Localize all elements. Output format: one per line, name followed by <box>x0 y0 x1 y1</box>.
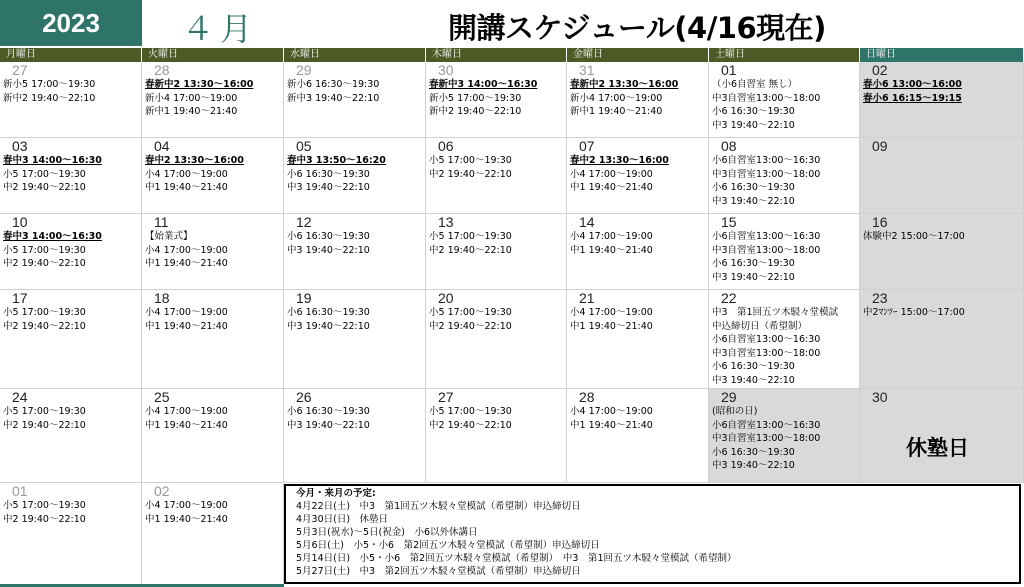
class-schedule-line: 中3 19:40〜22:10 <box>712 119 795 131</box>
class-schedule-line: 新中2 19:40〜22:10 <box>3 92 96 104</box>
class-schedule-line: 中1 19:40〜21:40 <box>570 244 653 256</box>
day-number: 16 <box>872 214 888 230</box>
calendar-day-cell <box>284 290 426 389</box>
calendar-day-cell <box>0 483 142 587</box>
calendar-day-cell <box>567 290 709 389</box>
calendar-day-cell <box>567 138 709 214</box>
day-number: 27 <box>438 389 454 405</box>
class-schedule-line: 小6 16:30〜19:30 <box>712 258 795 269</box>
day-number: 25 <box>154 389 170 405</box>
class-schedule-line: 中2 19:40〜22:10 <box>3 513 86 525</box>
calendar-day-cell <box>142 214 284 290</box>
class-schedule-line: 中3 19:40〜22:10 <box>712 195 795 207</box>
day-number: 02 <box>154 483 170 499</box>
class-schedule-line: 新中1 19:40〜21:40 <box>145 106 238 117</box>
day-number: 14 <box>579 214 595 230</box>
day-number: 13 <box>438 214 454 230</box>
class-schedule-line: 中2 19:40〜22:10 <box>3 320 86 332</box>
day-number: 28 <box>154 62 170 78</box>
weekday-header: 木曜日 <box>426 48 566 62</box>
class-schedule-line: 中3 19:40〜22:10 <box>712 374 795 386</box>
class-schedule-line: 小5 17:00〜19:30 <box>429 406 512 417</box>
calendar-day-cell <box>426 62 567 138</box>
day-number: 04 <box>154 138 170 154</box>
calendar-day-cell <box>567 62 709 138</box>
calendar-day-cell <box>709 389 860 483</box>
day-number: 29 <box>721 389 737 405</box>
class-schedule-line: 新小4 17:00〜19:00 <box>570 92 663 104</box>
calendar-day-cell <box>0 214 142 290</box>
class-schedule-line: 小6自習室13:00〜16:30 <box>712 231 821 242</box>
class-schedule-line: 中1 19:40〜21:40 <box>145 258 228 269</box>
class-schedule-line: 中2 19:40〜22:10 <box>429 168 512 180</box>
notice-title: 今月・来月の予定: <box>296 488 376 499</box>
calendar-day-cell <box>426 290 567 389</box>
day-number: 21 <box>579 290 595 306</box>
calendar-day-cell <box>142 290 284 389</box>
day-number: 06 <box>438 138 454 154</box>
class-schedule-line: 中2 19:40〜22:10 <box>429 419 512 431</box>
class-schedule-line: 新中2 19:40〜22:10 <box>429 106 522 117</box>
class-schedule-line: 新中3 19:40〜22:10 <box>287 92 380 104</box>
class-schedule-line: 小4 17:00〜19:00 <box>570 307 653 318</box>
notice-line: 5月27日(土) 中3 第2回五ツ木駸々堂模試（希望制）申込締切日 <box>296 566 581 577</box>
class-schedule-line: 小5 17:00〜19:30 <box>429 231 512 242</box>
class-schedule-line: 小4 17:00〜19:00 <box>570 231 653 242</box>
class-schedule-line: 中1 19:40〜21:40 <box>145 513 228 525</box>
class-schedule-line: 小6 16:30〜19:30 <box>287 307 370 318</box>
class-schedule-line: 小6 16:30〜19:30 <box>712 182 795 193</box>
calendar-day-cell <box>0 138 142 214</box>
notice-line: 4月30日(日) 休塾日 <box>296 514 389 525</box>
notice-line: 5月14日(日) 小5・小6 第2回五ツ木駸々堂模試（希望制） 中3 第1回五ツ木駸々堂模試（希望制） <box>296 553 737 564</box>
class-schedule-line: 体験中2 15:00〜17:00 <box>863 231 965 242</box>
class-schedule-line: 中3 19:40〜22:10 <box>287 244 370 256</box>
class-schedule-line: 春中3 14:00〜16:30 <box>3 155 102 166</box>
calendar-day-cell <box>426 214 567 290</box>
class-schedule-line: 中2 19:40〜22:10 <box>429 320 512 332</box>
day-number: 26 <box>296 389 312 405</box>
calendar-day-cell <box>860 290 1024 389</box>
class-schedule-line: 新中1 19:40〜21:40 <box>570 106 663 117</box>
class-schedule-line: 新小5 17:00〜19:30 <box>429 92 522 104</box>
class-schedule-line: 新小5 17:00〜19:30 <box>3 79 96 90</box>
class-schedule-line: 中3自習室13:00〜18:00 <box>712 244 821 256</box>
class-schedule-line: 春中3 13:50〜16:20 <box>287 155 386 166</box>
class-schedule-line: 小5 17:00〜19:30 <box>3 307 86 318</box>
day-number: 09 <box>872 138 888 154</box>
class-schedule-line: 中1 19:40〜21:40 <box>145 182 228 193</box>
class-schedule-line: 小6 16:30〜19:30 <box>712 106 795 117</box>
day-number: 01 <box>12 483 28 499</box>
day-number: 28 <box>579 389 595 405</box>
calendar-day-cell <box>709 290 860 389</box>
calendar-day-cell <box>142 138 284 214</box>
day-number: 30 <box>872 389 888 405</box>
weekday-header: 火曜日 <box>142 48 283 62</box>
day-number: 12 <box>296 214 312 230</box>
day-number: 07 <box>579 138 595 154</box>
day-number: 30 <box>438 62 454 78</box>
class-schedule-line: 小4 17:00〜19:00 <box>570 406 653 417</box>
calendar-day-cell <box>0 389 142 483</box>
weekday-header: 水曜日 <box>284 48 425 62</box>
class-schedule-line: 中3自習室13:00〜18:00 <box>712 168 821 180</box>
calendar-day-cell <box>142 62 284 138</box>
day-number: 08 <box>721 138 737 154</box>
class-schedule-line: 中2 19:40〜22:10 <box>3 419 86 431</box>
class-schedule-line: 中2 19:40〜22:10 <box>429 244 512 256</box>
day-number: 17 <box>12 290 28 306</box>
class-schedule-line: 小4 17:00〜19:00 <box>145 244 228 256</box>
calendar-day-cell <box>426 389 567 483</box>
class-schedule-line: 中1 19:40〜21:40 <box>570 182 653 193</box>
class-schedule-line: 春新中2 13:30〜16:00 <box>570 79 679 90</box>
year-label: 2023 <box>0 0 142 46</box>
class-schedule-line: 中3 19:40〜22:10 <box>712 460 795 471</box>
class-schedule-line: 中2ﾏﾝﾂｰ 15:00〜17:00 <box>863 307 965 318</box>
class-schedule-line: 中3自習室13:00〜18:00 <box>712 92 821 104</box>
calendar-day-cell <box>426 138 567 214</box>
day-number: 03 <box>12 138 28 154</box>
calendar-day-cell <box>284 389 426 483</box>
class-schedule-line: 小6自習室13:00〜16:30 <box>712 334 821 345</box>
class-schedule-line: 春中2 13:30〜16:00 <box>570 155 669 166</box>
class-schedule-line: 小5 17:00〜19:30 <box>3 406 86 417</box>
weekday-header: 金曜日 <box>567 48 708 62</box>
day-number: 23 <box>872 290 888 306</box>
class-schedule-line: 中3 19:40〜22:10 <box>287 182 370 193</box>
weekday-header: 月曜日 <box>0 48 141 62</box>
class-schedule-line: 中1 19:40〜21:40 <box>145 320 228 332</box>
class-schedule-line: 中2 19:40〜22:10 <box>3 258 86 269</box>
schedule-notice-box <box>284 484 1021 584</box>
calendar-day-cell <box>567 389 709 483</box>
class-schedule-line: 中2 19:40〜22:10 <box>3 182 86 193</box>
month-label: ４月 <box>182 10 259 48</box>
class-schedule-line: 小6 16:30〜19:30 <box>287 168 370 180</box>
day-number: 18 <box>154 290 170 306</box>
class-schedule-line: 新小6 16:30〜19:30 <box>287 79 380 90</box>
class-schedule-line: 小5 17:00〜19:30 <box>3 168 86 180</box>
class-schedule-line: 小5 17:00〜19:30 <box>429 307 512 318</box>
class-schedule-line: 春中2 13:30〜16:00 <box>145 155 244 166</box>
calendar-day-cell <box>142 389 284 483</box>
calendar-day-cell <box>860 138 1024 214</box>
weekday-header: 土曜日 <box>709 48 859 62</box>
class-schedule-line: 小5 17:00〜19:30 <box>429 155 512 166</box>
class-schedule-line: 小5 17:00〜19:30 <box>3 244 86 256</box>
weekday-header: 日曜日 <box>860 48 1023 62</box>
calendar-day-cell <box>0 290 142 389</box>
class-schedule-line: 中1 19:40〜21:40 <box>145 419 228 431</box>
notice-lines <box>296 500 1009 578</box>
class-schedule-line: （小6自習室 無し） <box>712 79 798 90</box>
notice-line: 5月6日(土) 小5・小6 第2回五ツ木駸々堂模試（希望制）申込締切日 <box>296 540 600 551</box>
class-schedule-line: 【始業式】 <box>145 231 193 242</box>
notice-line: 5月3日(祝水)〜5日(祝金) 小6以外休講日 <box>296 527 478 538</box>
day-number: 27 <box>12 62 28 78</box>
class-schedule-line: 小4 17:00〜19:00 <box>570 168 653 180</box>
class-schedule-line: 小6 16:30〜19:30 <box>712 361 795 372</box>
class-schedule-line: 小6 16:30〜19:30 <box>712 446 795 458</box>
calendar-day-cell <box>0 62 142 138</box>
page-title: 開講スケジュール(4/16現在) <box>448 11 826 45</box>
class-schedule-line: 小4 17:00〜19:00 <box>145 168 228 180</box>
class-schedule-line: 中3自習室13:00〜18:00 <box>712 347 821 359</box>
class-schedule-line: 小6 16:30〜19:30 <box>287 231 370 242</box>
class-schedule-line: 春新中2 13:30〜16:00 <box>145 79 254 90</box>
calendar-day-cell <box>709 138 860 214</box>
class-schedule-line: 中3 19:40〜22:10 <box>287 320 370 332</box>
calendar-day-cell <box>709 214 860 290</box>
class-schedule-line: 春小6 13:00〜16:00 <box>863 79 962 90</box>
calendar-day-cell <box>284 138 426 214</box>
notice-line: 4月22日(土) 中3 第1回五ツ木駸々堂模試（希望制）申込締切日 <box>296 501 581 512</box>
class-schedule-line: 中1 19:40〜21:40 <box>570 320 653 332</box>
class-schedule-line: 中3自習室13:00〜18:00 <box>712 433 821 444</box>
day-number: 10 <box>12 214 28 230</box>
class-schedule-line: 小6自習室13:00〜16:30 <box>712 155 821 166</box>
closed-day-label: 休塾日 <box>906 436 969 460</box>
class-schedule-line: 春小6 16:15〜19:15 <box>863 92 962 104</box>
class-schedule-line: 小4 17:00〜19:00 <box>145 500 228 511</box>
class-schedule-line: 中3 19:40〜22:10 <box>287 419 370 431</box>
class-schedule-line: 中3 19:40〜22:10 <box>712 271 795 283</box>
calendar-day-cell <box>284 214 426 290</box>
class-schedule-line: 中1 19:40〜21:40 <box>570 419 653 431</box>
day-number: 31 <box>579 62 595 78</box>
calendar-day-cell <box>709 62 860 138</box>
class-schedule-line: 小6自習室13:00〜16:30 <box>712 419 821 431</box>
calendar-day-cell <box>284 62 426 138</box>
day-number: 01 <box>721 62 737 78</box>
day-number: 29 <box>296 62 312 78</box>
calendar-day-cell <box>860 214 1024 290</box>
class-schedule-line: 小4 17:00〜19:00 <box>145 307 228 318</box>
calendar-day-cell <box>567 214 709 290</box>
class-schedule-line: 中込締切日（希望制） <box>712 320 808 332</box>
class-schedule-line: 小6 16:30〜19:30 <box>287 406 370 417</box>
day-number: 22 <box>721 290 737 306</box>
class-schedule-line: (昭和の日) <box>712 406 758 417</box>
calendar-day-cell <box>142 483 284 587</box>
class-schedule-line: 春新中3 14:00〜16:30 <box>429 79 538 90</box>
day-number: 11 <box>154 214 169 230</box>
class-schedule-line: 春中3 14:00〜16:30 <box>3 231 102 242</box>
day-number: 05 <box>296 138 312 154</box>
class-schedule-line: 小4 17:00〜19:00 <box>145 406 228 417</box>
day-number: 19 <box>296 290 312 306</box>
calendar-day-cell <box>860 62 1024 138</box>
class-schedule-line: 中3 第1回五ツ木駸々堂模試 <box>712 307 839 318</box>
day-number: 20 <box>438 290 454 306</box>
day-number: 24 <box>12 389 28 405</box>
day-number: 15 <box>721 214 737 230</box>
day-number: 02 <box>872 62 888 78</box>
class-schedule-line: 小5 17:00〜19:30 <box>3 500 86 511</box>
class-schedule-line: 新小4 17:00〜19:00 <box>145 92 238 104</box>
